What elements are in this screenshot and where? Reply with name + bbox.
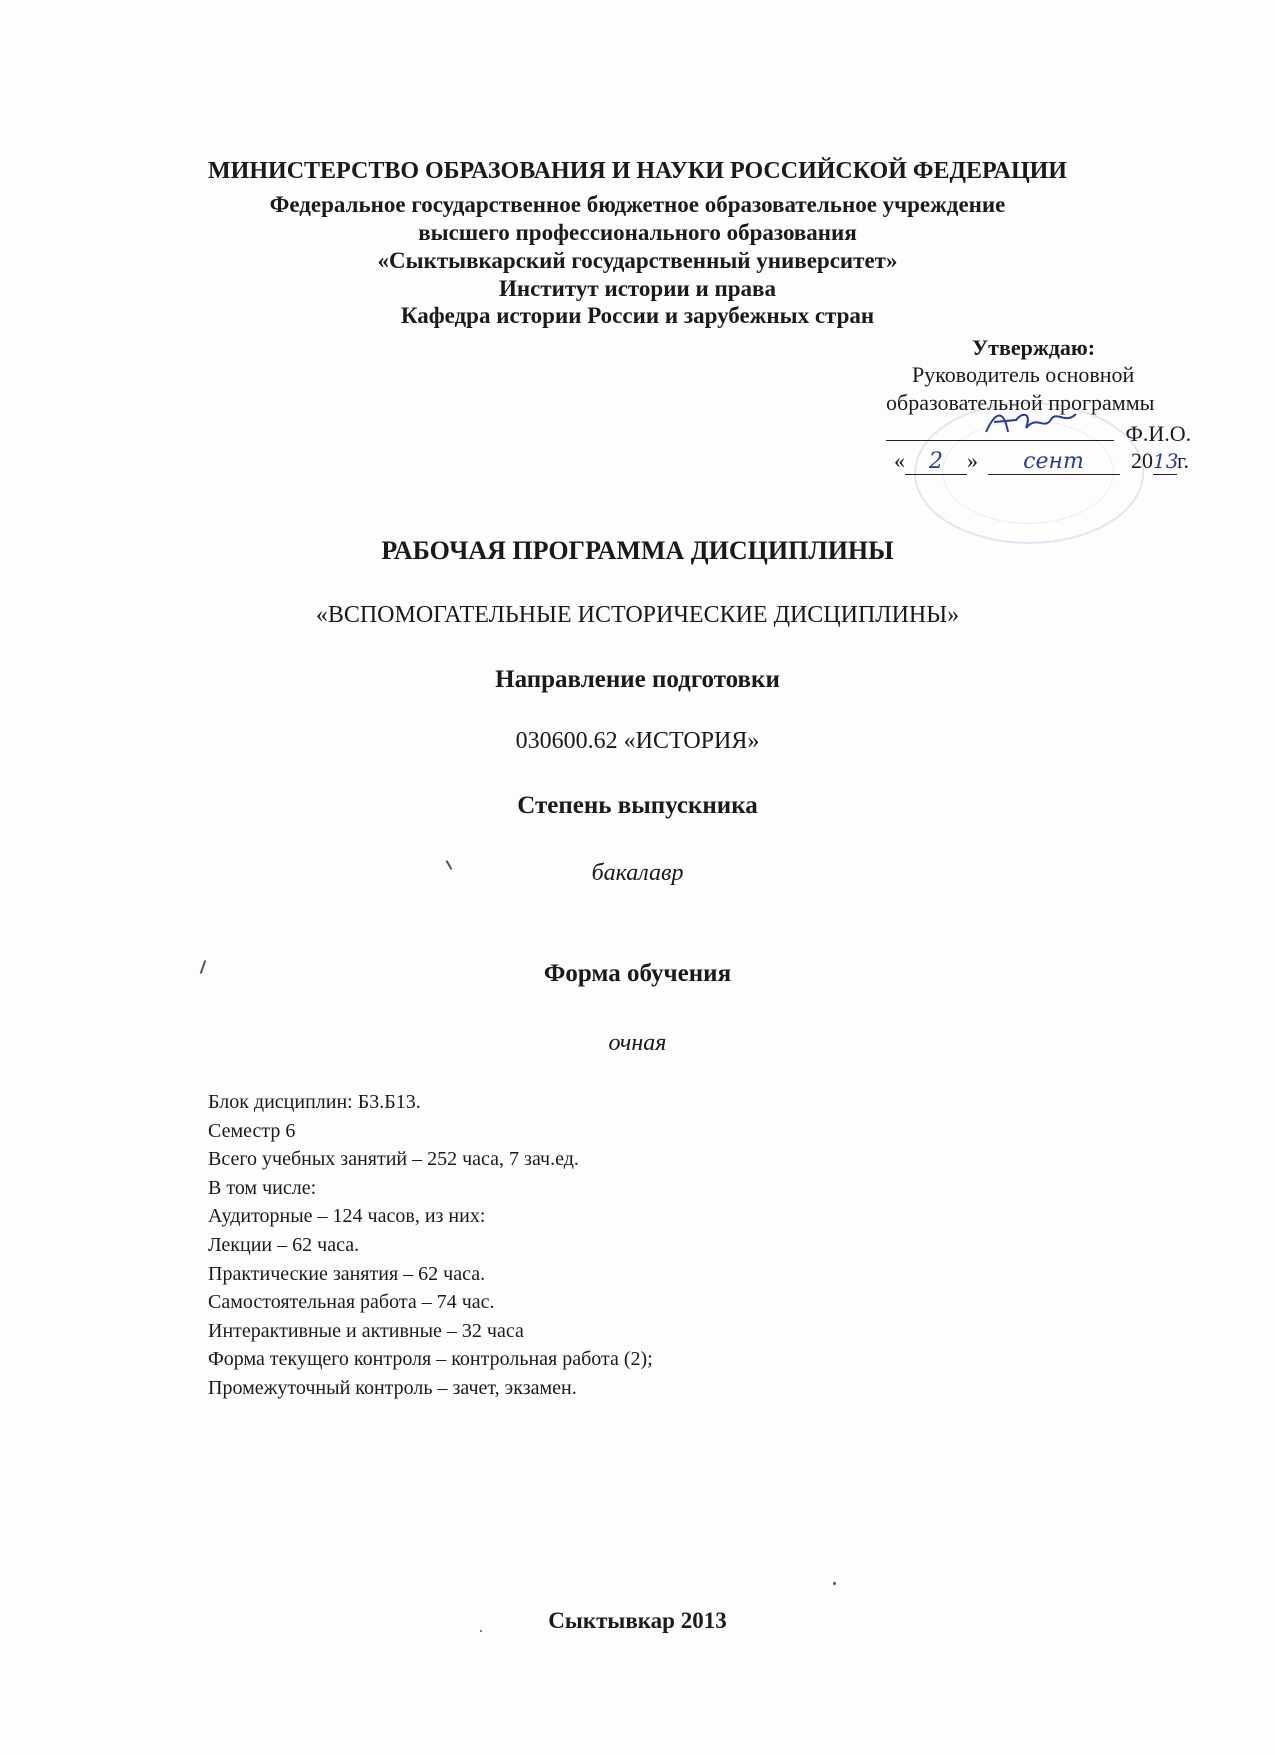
date-day: 2	[929, 449, 943, 474]
university-name: «Сыктывкарский государственный университет»	[377, 248, 898, 273]
department-name: Кафедра истории России и зарубежных стран	[400, 303, 875, 328]
year-end: г.	[1177, 448, 1190, 473]
date-month-field	[988, 448, 1120, 475]
quote-close: »	[967, 448, 978, 473]
name-label: Ф.И.О.	[1125, 421, 1192, 446]
degree-value: бакалавр	[591, 860, 684, 886]
signature-scribble	[982, 408, 1082, 438]
direction-value: 030600.62 «ИСТОРИЯ»	[515, 728, 760, 754]
detail-line: Лекции – 62 часа.	[208, 1233, 360, 1256]
date-year-field	[1153, 448, 1177, 475]
signature-blank	[886, 418, 1114, 441]
institution-type: Федеральное государственное бюджетное образовательное учреждение	[269, 192, 1006, 217]
approval-line2: образовательной программы	[886, 390, 1155, 415]
detail-line: Всего учебных занятий – 252 часа, 7 зач.ед.	[208, 1148, 579, 1171]
scan-speck	[833, 1582, 836, 1585]
approval-line1: Руководитель основной	[912, 362, 1135, 387]
detail-line: Интерактивные и активные – 32 часа	[208, 1319, 524, 1342]
detail-line: Практические занятия – 62 часа.	[208, 1262, 486, 1285]
detail-line: Аудиторные – 124 часов, из них:	[208, 1205, 486, 1228]
institute-name: Институт истории и права	[499, 276, 776, 301]
city-year: Сыктывкар 2013	[548, 1608, 727, 1633]
detail-line: Форма текущего контроля – контрольная работа (2);	[208, 1348, 653, 1371]
date-year: 13	[1153, 449, 1179, 473]
approval-signature-line	[886, 418, 1191, 447]
detail-line: Самостоятельная работа – 74 час.	[208, 1291, 495, 1314]
discipline-name: «ВСПОМОГАТЕЛЬНЫЕ ИСТОРИЧЕСКИЕ ДИСЦИПЛИНЫ»	[315, 602, 960, 628]
program-title: РАБОЧАЯ ПРОГРАММА ДИСЦИПЛИНЫ	[381, 536, 894, 565]
detail-line: Блок дисциплин: Б3.Б13.	[208, 1091, 421, 1113]
date-month: сент	[1023, 449, 1084, 474]
education-level: высшего профессионального образования	[418, 220, 857, 245]
detail-line: Семестр 6	[208, 1119, 296, 1142]
approval-title: Утверждаю:	[972, 335, 1096, 360]
detail-line: Промежуточный контроль – зачет, экзамен.	[208, 1376, 577, 1399]
date-day-field	[905, 448, 967, 475]
details-list	[208, 1088, 653, 1403]
direction-label: Направление подготовки	[495, 666, 780, 693]
approval-date-line	[894, 448, 1189, 475]
form-value: очная	[608, 1030, 667, 1056]
year-prefix: 20	[1131, 448, 1153, 473]
form-label: Форма обучения	[543, 960, 732, 987]
degree-label: Степень выпускника	[517, 792, 758, 819]
quote-open: «	[894, 448, 905, 473]
ministry-heading: МИНИСТЕРСТВО ОБРАЗОВАНИЯ И НАУКИ РОССИЙСКОЙ ФЕДЕРАЦИИ	[208, 158, 1067, 184]
detail-line: В том числе:	[208, 1176, 317, 1199]
